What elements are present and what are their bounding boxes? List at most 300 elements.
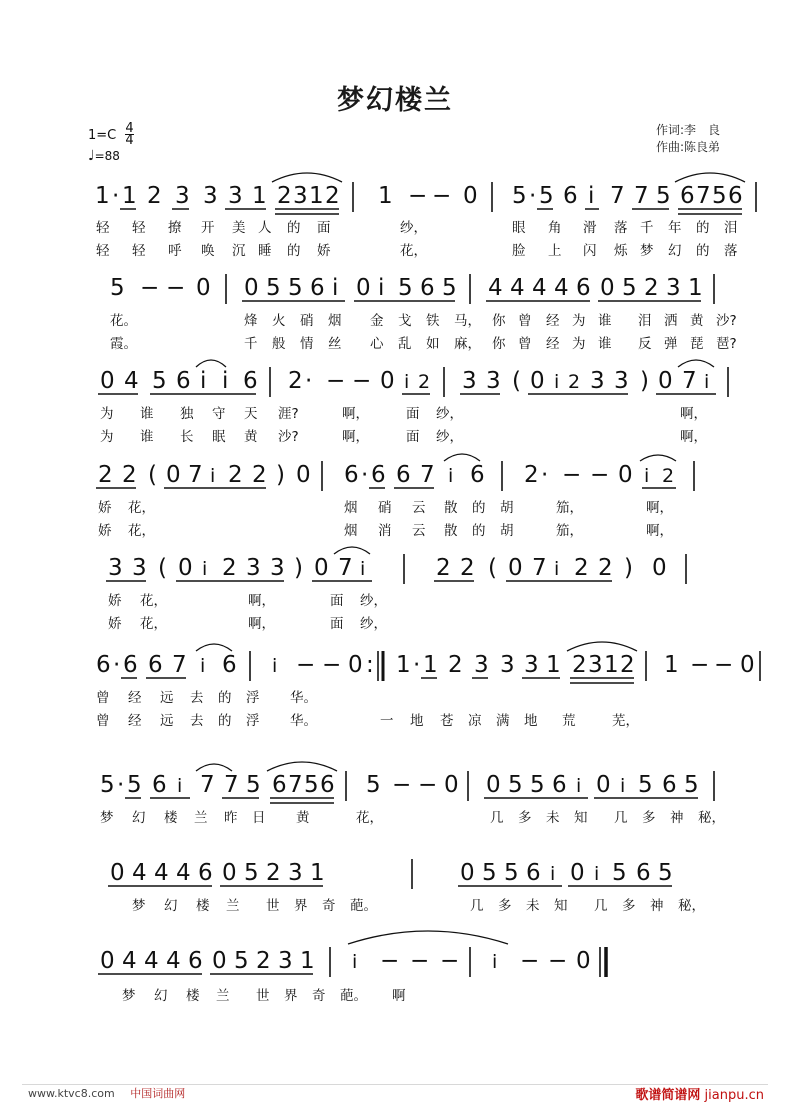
svg-text:的: 的 (472, 523, 486, 539)
svg-text:·: · (361, 462, 369, 488)
svg-text:0: 0 (348, 652, 363, 678)
svg-text:0: 0 (314, 555, 329, 581)
svg-text:面: 面 (406, 429, 420, 445)
svg-text:5: 5 (482, 860, 497, 886)
svg-text:6: 6 (680, 183, 695, 209)
svg-text:幻: 幻 (668, 243, 682, 259)
svg-text:撩: 撩 (168, 220, 182, 236)
svg-text:满: 满 (496, 713, 510, 729)
svg-text:为: 为 (100, 406, 114, 422)
svg-text:−: − (410, 948, 430, 974)
svg-text:的: 的 (218, 690, 232, 706)
svg-text:5: 5 (712, 183, 727, 209)
svg-text:4: 4 (532, 275, 547, 301)
svg-text:谁: 谁 (140, 406, 154, 422)
svg-text:葩。: 葩。 (340, 988, 367, 1004)
svg-text:6: 6 (662, 772, 677, 798)
svg-text:·: · (305, 368, 313, 394)
svg-text:为: 为 (572, 313, 586, 329)
svg-text:啊: 啊 (392, 988, 406, 1004)
svg-text:6: 6 (636, 860, 651, 886)
svg-text:7: 7 (288, 772, 303, 798)
svg-text:): ) (624, 555, 633, 581)
svg-text:脸: 脸 (512, 243, 526, 259)
svg-text:0: 0 (212, 948, 227, 974)
svg-text:曾: 曾 (518, 313, 532, 329)
svg-text:反: 反 (638, 336, 652, 352)
svg-text:6: 6 (123, 652, 138, 678)
svg-text:沙?: 沙? (278, 429, 299, 445)
svg-text:−: − (418, 772, 438, 798)
svg-text:年: 年 (668, 220, 682, 236)
svg-text:6: 6 (552, 772, 567, 798)
svg-text:2: 2 (574, 555, 589, 581)
svg-text:马，: 马， (454, 313, 481, 329)
svg-text:华。: 华。 (290, 713, 317, 729)
svg-text:·: · (541, 462, 549, 488)
svg-text:0: 0 (600, 275, 615, 301)
footer-site-name: 中国词曲网 (130, 1087, 186, 1100)
svg-text:几: 几 (594, 898, 608, 914)
svg-text:闪: 闪 (583, 243, 597, 259)
svg-text:i: i (576, 775, 582, 797)
svg-text:i: i (177, 775, 183, 797)
svg-text:黄: 黄 (244, 429, 258, 445)
time-signature-denominator: 4 (125, 133, 134, 148)
svg-text:0: 0 (740, 652, 755, 678)
svg-text:笳，: 笳， (556, 500, 583, 516)
svg-text:琵: 琵 (690, 336, 704, 352)
svg-text:i: i (492, 951, 498, 973)
svg-text:2: 2 (288, 368, 303, 394)
svg-text:−: − (380, 948, 400, 974)
svg-text:3: 3 (270, 555, 285, 581)
svg-text:胡: 胡 (500, 523, 514, 539)
svg-text:硝: 硝 (300, 313, 314, 329)
svg-text:1: 1 (309, 183, 324, 209)
svg-text:i: i (644, 465, 650, 487)
svg-text:·: · (529, 183, 537, 209)
svg-text:啊，: 啊， (342, 406, 369, 422)
svg-text:心: 心 (370, 336, 384, 352)
svg-text:6: 6 (243, 368, 258, 394)
svg-text:经: 经 (128, 713, 142, 729)
svg-text:6: 6 (272, 772, 287, 798)
svg-text:花，: 花， (140, 593, 167, 609)
system-8 (108, 859, 705, 914)
svg-text:6: 6 (371, 462, 386, 488)
svg-text:眼: 眼 (512, 220, 526, 236)
svg-text:曾: 曾 (518, 336, 532, 352)
svg-text:3: 3 (228, 183, 243, 209)
svg-text:6: 6 (152, 772, 167, 798)
svg-text:啊，: 啊， (646, 500, 673, 516)
svg-text:0: 0 (110, 860, 125, 886)
svg-text:5: 5 (304, 772, 319, 798)
svg-text:楼: 楼 (196, 898, 210, 914)
svg-text:丝: 丝 (328, 336, 342, 352)
svg-text:经: 经 (128, 690, 142, 706)
svg-text:7: 7 (696, 183, 711, 209)
svg-text:啊，: 啊， (646, 523, 673, 539)
svg-text:7: 7 (200, 772, 215, 798)
svg-text:): ) (640, 368, 649, 394)
svg-text:1: 1 (423, 652, 438, 678)
svg-text:3: 3 (462, 368, 477, 394)
svg-text:地: 地 (524, 713, 538, 729)
svg-text:荒: 荒 (562, 713, 576, 729)
svg-text:i: i (404, 371, 410, 393)
svg-text:1: 1 (664, 652, 679, 678)
svg-text:2: 2 (418, 371, 431, 393)
svg-text:0: 0 (618, 462, 633, 488)
svg-text:5: 5 (288, 275, 303, 301)
svg-text:2: 2 (460, 555, 475, 581)
svg-text:0: 0 (166, 462, 181, 488)
svg-text:的: 的 (287, 243, 301, 259)
svg-text:3: 3 (474, 652, 489, 678)
svg-text:0: 0 (570, 860, 585, 886)
svg-text:纱，: 纱， (360, 593, 387, 609)
svg-text:啊，: 啊， (248, 616, 275, 632)
svg-text:你: 你 (492, 336, 506, 352)
svg-text:洒: 洒 (664, 313, 678, 329)
svg-text:0: 0 (444, 772, 459, 798)
svg-text:情: 情 (300, 336, 314, 352)
svg-text:2: 2 (598, 555, 613, 581)
svg-text:−: − (520, 948, 540, 974)
system-1 (95, 173, 756, 259)
svg-text:轻: 轻 (96, 243, 110, 259)
svg-text:梦: 梦 (640, 243, 654, 259)
svg-text:1: 1 (122, 183, 137, 209)
svg-text:7: 7 (610, 183, 625, 209)
svg-text:−: − (326, 368, 346, 394)
svg-text:为: 为 (572, 336, 586, 352)
svg-text:谁: 谁 (140, 429, 154, 445)
page-title: 梦幻楼兰 (337, 85, 453, 116)
svg-text:6: 6 (728, 183, 743, 209)
svg-text:滑: 滑 (583, 220, 597, 236)
svg-text:6: 6 (526, 860, 541, 886)
svg-text:0: 0 (380, 368, 395, 394)
svg-text:3: 3 (246, 555, 261, 581)
svg-text:7: 7 (420, 462, 435, 488)
svg-text:苍: 苍 (440, 713, 454, 729)
svg-text:1: 1 (688, 275, 703, 301)
svg-text:几: 几 (470, 898, 484, 914)
svg-text:i: i (554, 371, 560, 393)
svg-text:啊，: 啊， (680, 406, 707, 422)
svg-text:浮: 浮 (246, 690, 260, 706)
svg-text:界: 界 (284, 988, 298, 1004)
svg-text:多: 多 (622, 898, 636, 914)
svg-text:i: i (448, 465, 454, 487)
svg-text:i: i (200, 655, 206, 677)
svg-text:人: 人 (258, 220, 272, 236)
svg-text:4: 4 (166, 948, 181, 974)
svg-text:轻: 轻 (96, 220, 110, 236)
svg-text:5: 5 (266, 275, 281, 301)
svg-text:5: 5 (622, 275, 637, 301)
svg-text:2: 2 (98, 462, 113, 488)
svg-text:烁: 烁 (614, 243, 628, 259)
svg-text:2: 2 (436, 555, 451, 581)
svg-text:娇: 娇 (98, 523, 112, 539)
svg-text:5: 5 (127, 772, 142, 798)
svg-text:的: 的 (218, 713, 232, 729)
svg-text:−: − (432, 183, 452, 209)
svg-text:乱: 乱 (398, 336, 412, 352)
svg-text:烽: 烽 (244, 313, 258, 329)
svg-text:昨: 昨 (224, 810, 238, 826)
svg-text:1: 1 (378, 183, 393, 209)
svg-text:楼: 楼 (186, 988, 200, 1004)
svg-text:−: − (714, 652, 734, 678)
svg-text:2: 2 (644, 275, 659, 301)
svg-text:落: 落 (724, 243, 738, 259)
svg-text:5: 5 (244, 860, 259, 886)
system-5 (106, 547, 686, 632)
svg-text:世: 世 (266, 898, 280, 914)
svg-text:i: i (202, 558, 208, 580)
svg-text:0: 0 (178, 555, 193, 581)
svg-text:i: i (550, 863, 556, 885)
svg-text:−: − (140, 275, 160, 301)
svg-text::: : (366, 652, 374, 678)
svg-text:i: i (704, 371, 710, 393)
svg-text:知: 知 (554, 898, 568, 914)
svg-text:·: · (413, 652, 421, 678)
svg-text:花，: 花， (128, 500, 155, 516)
svg-text:烟: 烟 (344, 500, 358, 516)
svg-text:远: 远 (160, 690, 174, 706)
svg-text:独: 独 (180, 406, 194, 422)
svg-text:7: 7 (172, 652, 187, 678)
svg-text:i: i (222, 368, 229, 394)
svg-text:沉: 沉 (232, 243, 246, 259)
svg-text:7: 7 (224, 772, 239, 798)
svg-text:未: 未 (546, 810, 560, 826)
svg-text:云: 云 (412, 523, 426, 539)
svg-text:娇: 娇 (108, 593, 122, 609)
svg-text:7: 7 (188, 462, 203, 488)
svg-text:开: 开 (201, 220, 215, 236)
svg-text:铁: 铁 (426, 313, 440, 329)
svg-text:奇: 奇 (312, 988, 326, 1004)
svg-text:4: 4 (510, 275, 525, 301)
svg-text:5: 5 (366, 772, 381, 798)
svg-text:日: 日 (252, 810, 266, 826)
svg-text:3: 3 (524, 652, 539, 678)
svg-text:5: 5 (442, 275, 457, 301)
svg-text:6: 6 (96, 652, 111, 678)
svg-text:3: 3 (132, 555, 147, 581)
svg-text:2: 2 (662, 465, 675, 487)
svg-text:1: 1 (604, 652, 619, 678)
svg-text:烟: 烟 (328, 313, 342, 329)
tempo-value: =88 (94, 149, 120, 163)
svg-text:2: 2 (266, 860, 281, 886)
svg-text:经: 经 (546, 336, 560, 352)
svg-text:0: 0 (296, 462, 311, 488)
svg-text:4: 4 (132, 860, 147, 886)
svg-text:面: 面 (406, 406, 420, 422)
svg-text:谁: 谁 (598, 313, 612, 329)
svg-text:沙?: 沙? (716, 313, 737, 329)
svg-text:谁: 谁 (598, 336, 612, 352)
footer-url: www.ktvc8.com (28, 1087, 115, 1100)
svg-text:5: 5 (658, 860, 673, 886)
svg-text:4: 4 (122, 948, 137, 974)
svg-text:(: ( (488, 555, 497, 581)
svg-text:−: − (296, 652, 316, 678)
key-signature-text: 1=C (88, 128, 117, 143)
svg-text:曾: 曾 (96, 713, 110, 729)
lyricist-credit: 作词:李 良 (655, 123, 720, 137)
svg-text:6: 6 (198, 860, 213, 886)
svg-text:麻，: 麻， (454, 336, 481, 352)
svg-text:0: 0 (100, 368, 115, 394)
svg-text:为: 为 (100, 429, 114, 445)
svg-text:3: 3 (203, 183, 218, 209)
svg-text:5: 5 (152, 368, 167, 394)
svg-text:3: 3 (500, 652, 515, 678)
svg-text:琶?: 琶? (716, 336, 737, 352)
svg-text:5: 5 (612, 860, 627, 886)
svg-text:纱，: 纱， (436, 406, 463, 422)
svg-text:4: 4 (488, 275, 503, 301)
svg-text:火: 火 (272, 313, 286, 329)
svg-text:5: 5 (638, 772, 653, 798)
svg-text:纱，: 纱， (436, 429, 463, 445)
svg-text:0: 0 (222, 860, 237, 886)
svg-text:硝: 硝 (378, 500, 392, 516)
svg-text:兰: 兰 (194, 810, 208, 826)
system-7 (100, 762, 725, 826)
svg-text:3: 3 (108, 555, 123, 581)
svg-text:凉: 凉 (468, 713, 482, 729)
svg-text:6: 6 (470, 462, 485, 488)
svg-text:7: 7 (682, 368, 697, 394)
svg-text:0: 0 (356, 275, 371, 301)
svg-text:梦: 梦 (132, 898, 146, 914)
svg-text:花，: 花， (400, 243, 427, 259)
system-9 (98, 931, 606, 1004)
svg-text:7: 7 (338, 555, 353, 581)
system-4 (96, 454, 694, 539)
svg-text:1: 1 (546, 652, 561, 678)
svg-text:2: 2 (572, 652, 587, 678)
svg-text:0: 0 (196, 275, 211, 301)
svg-text:上: 上 (548, 243, 562, 259)
svg-text:啊，: 啊， (680, 429, 707, 445)
footer-left (28, 1085, 185, 1101)
svg-text:的: 的 (287, 220, 301, 236)
svg-text:云: 云 (412, 500, 426, 516)
svg-text:3: 3 (666, 275, 681, 301)
svg-text:娇: 娇 (317, 243, 331, 259)
svg-text:睡: 睡 (258, 243, 272, 259)
svg-text:(: ( (158, 555, 167, 581)
svg-text:1: 1 (252, 183, 267, 209)
svg-text:i: i (352, 951, 358, 973)
svg-text:秘，: 秘， (698, 810, 725, 826)
svg-text:涯?: 涯? (278, 406, 299, 422)
svg-text:金: 金 (370, 313, 384, 329)
svg-text:芜，: 芜， (612, 713, 639, 729)
svg-text:5: 5 (234, 948, 249, 974)
svg-text:楼: 楼 (164, 810, 178, 826)
svg-text:−: − (322, 652, 342, 678)
svg-text:·: · (113, 652, 121, 678)
svg-text:0: 0 (652, 555, 667, 581)
svg-text:你: 你 (492, 313, 506, 329)
svg-text:7: 7 (532, 555, 547, 581)
svg-text:未: 未 (526, 898, 540, 914)
svg-text:胡: 胡 (500, 500, 514, 516)
svg-text:兰: 兰 (216, 988, 230, 1004)
svg-text:5: 5 (110, 275, 125, 301)
svg-text:葩。: 葩。 (350, 898, 377, 914)
svg-text:3: 3 (486, 368, 501, 394)
svg-text:i: i (210, 465, 216, 487)
svg-text:0: 0 (508, 555, 523, 581)
svg-text:−: − (352, 368, 372, 394)
svg-text:黄: 黄 (296, 810, 310, 826)
svg-text:的: 的 (472, 500, 486, 516)
svg-text:天: 天 (244, 406, 258, 422)
svg-text:弹: 弹 (664, 336, 678, 352)
svg-text:轻: 轻 (132, 243, 146, 259)
svg-text:2: 2 (147, 183, 162, 209)
svg-text:一: 一 (380, 713, 394, 729)
svg-text:6: 6 (344, 462, 359, 488)
svg-text:): ) (294, 555, 303, 581)
svg-text:−: − (166, 275, 186, 301)
svg-text:长: 长 (180, 429, 194, 445)
svg-text:经: 经 (546, 313, 560, 329)
svg-text:的: 的 (696, 243, 710, 259)
svg-text:2: 2 (252, 462, 267, 488)
svg-text:1: 1 (310, 860, 325, 886)
svg-text:−: − (392, 772, 412, 798)
page-footer (0, 1079, 790, 1109)
svg-text:1: 1 (396, 652, 411, 678)
svg-text:2: 2 (524, 462, 539, 488)
svg-text:面: 面 (317, 220, 331, 236)
svg-text:2: 2 (256, 948, 271, 974)
svg-text:−: − (562, 462, 582, 488)
system-6 (96, 642, 760, 729)
svg-text:0: 0 (463, 183, 478, 209)
svg-text:3: 3 (614, 368, 629, 394)
svg-text:界: 界 (294, 898, 308, 914)
svg-text:5: 5 (656, 183, 671, 209)
svg-text:花，: 花， (356, 810, 383, 826)
svg-text:7: 7 (634, 183, 649, 209)
svg-text:i: i (620, 775, 626, 797)
svg-text:美: 美 (232, 220, 246, 236)
svg-text:笳，: 笳， (556, 523, 583, 539)
svg-text:眠: 眠 (212, 429, 226, 445)
svg-text:娇: 娇 (108, 616, 122, 632)
svg-text:i: i (332, 275, 339, 301)
svg-text:纱，: 纱， (400, 220, 427, 236)
svg-text:娇: 娇 (98, 500, 112, 516)
svg-text:戈: 戈 (398, 313, 412, 329)
svg-text:千: 千 (244, 336, 258, 352)
